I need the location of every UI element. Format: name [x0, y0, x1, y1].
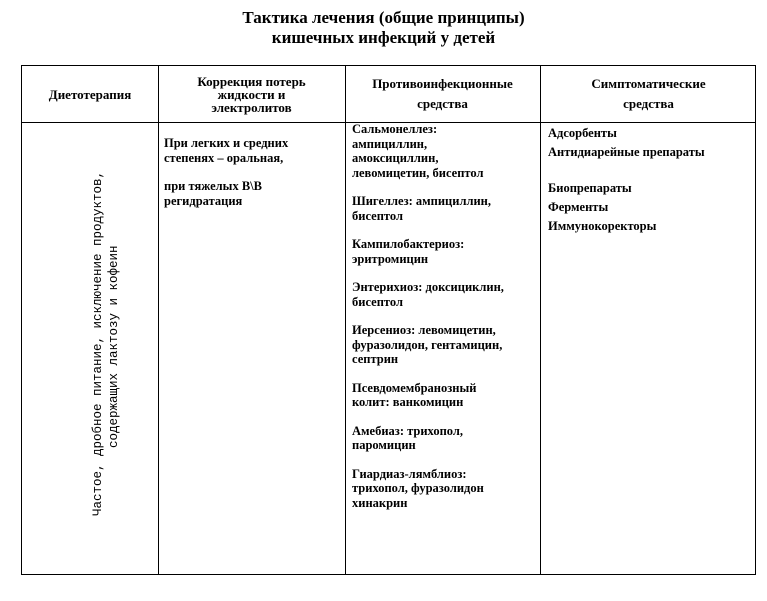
title-line-1: Тактика лечения (общие принципы) [242, 8, 525, 27]
symptomatic-item-2: Антидиарейные препараты [548, 145, 705, 159]
header-symptomatic [540, 66, 757, 122]
title-line-2: кишечных инфекций у детей [271, 28, 496, 47]
campylobacteriosis-line-1: Кампилобактериоз: [352, 237, 465, 251]
header-anti-line-2: средства [417, 96, 468, 111]
symptomatic-item-1: Адсорбенты [548, 126, 617, 140]
diet-text [90, 171, 122, 516]
enterichiosis-line-1: Энтерихиоз: доксициклин, [352, 280, 504, 294]
shigellosis-line-1: Шигеллез: ампициллин, [352, 194, 492, 208]
symptomatic-item-3: Биопрепараты [548, 181, 632, 195]
header-anti-infective [345, 66, 540, 122]
header-diet-label: Диетотерапия [48, 86, 132, 102]
amoebiasis-line-1: Амебиаз: трихопол, [352, 423, 463, 438]
anti-infective-text [352, 122, 504, 510]
header-symp-line-1: Симптоматические [591, 76, 706, 91]
header-diet [22, 66, 158, 122]
diet-line-2: содержащих лактозу и кофеин [107, 245, 121, 448]
salmonellosis-line-3: амоксициллин, [352, 151, 439, 165]
campylobacteriosis-line-2: эритромицин [352, 251, 429, 266]
shigellosis-line-2: бисептол [352, 208, 403, 223]
column-divider-2 [345, 66, 346, 574]
pseudomembranous-line-2: колит: ванкомицин [352, 395, 464, 409]
symptomatic-item-4: Ферменты [548, 200, 609, 214]
giardiasis-line-1: Гиардиаз-лямблиоз: [352, 466, 467, 481]
salmonellosis-line-1: Сальмонеллез: [352, 122, 438, 136]
symptomatic-text [548, 124, 705, 236]
amoebiasis-line-2: паромицин [352, 438, 416, 452]
page-title [0, 8, 767, 48]
giardiasis-line-3: хинакрин [352, 495, 408, 510]
salmonellosis-line-2: ампициллин, [352, 136, 428, 151]
fluids-text [164, 136, 288, 208]
column-divider-3 [540, 66, 541, 574]
pseudomembranous-line-1: Псевдомембранозный [352, 380, 477, 395]
header-symp-line-2: средства [623, 96, 674, 111]
header-fluids-line-3: электролитов [211, 99, 292, 115]
yersiniosis-line-3: септрин [352, 352, 399, 366]
header-fluids-line-2: жидкости и [217, 86, 286, 102]
column-divider-1 [158, 66, 159, 574]
fluids-severe-line-2: регидратация [164, 193, 243, 208]
symptomatic-item-5: Иммунокоректоры [548, 219, 657, 233]
yersiniosis-line-2: фуразолидон, гентамицин, [352, 337, 503, 352]
fluids-mild-line-1: При легких и средних [164, 136, 289, 150]
diet-line-1: Частое, дробное питание, исключение продуктов, [91, 170, 105, 516]
salmonellosis-line-4: левомицетин, бисептол [352, 165, 484, 180]
treatment-table [21, 65, 756, 575]
yersiniosis-line-1: Иерсениоз: левомицетин, [352, 323, 496, 337]
header-anti-line-1: Противоинфекционные [372, 76, 513, 91]
giardiasis-line-2: трихопол, фуразолидон [352, 481, 484, 495]
header-fluids [158, 66, 345, 122]
header-fluids-line-1: Коррекция потерь [197, 73, 306, 89]
fluids-severe-line-1: при тяжелых В\В [164, 179, 262, 193]
fluids-mild-line-2: степенях – оральная, [164, 150, 284, 165]
enterichiosis-line-2: бисептол [352, 294, 403, 309]
